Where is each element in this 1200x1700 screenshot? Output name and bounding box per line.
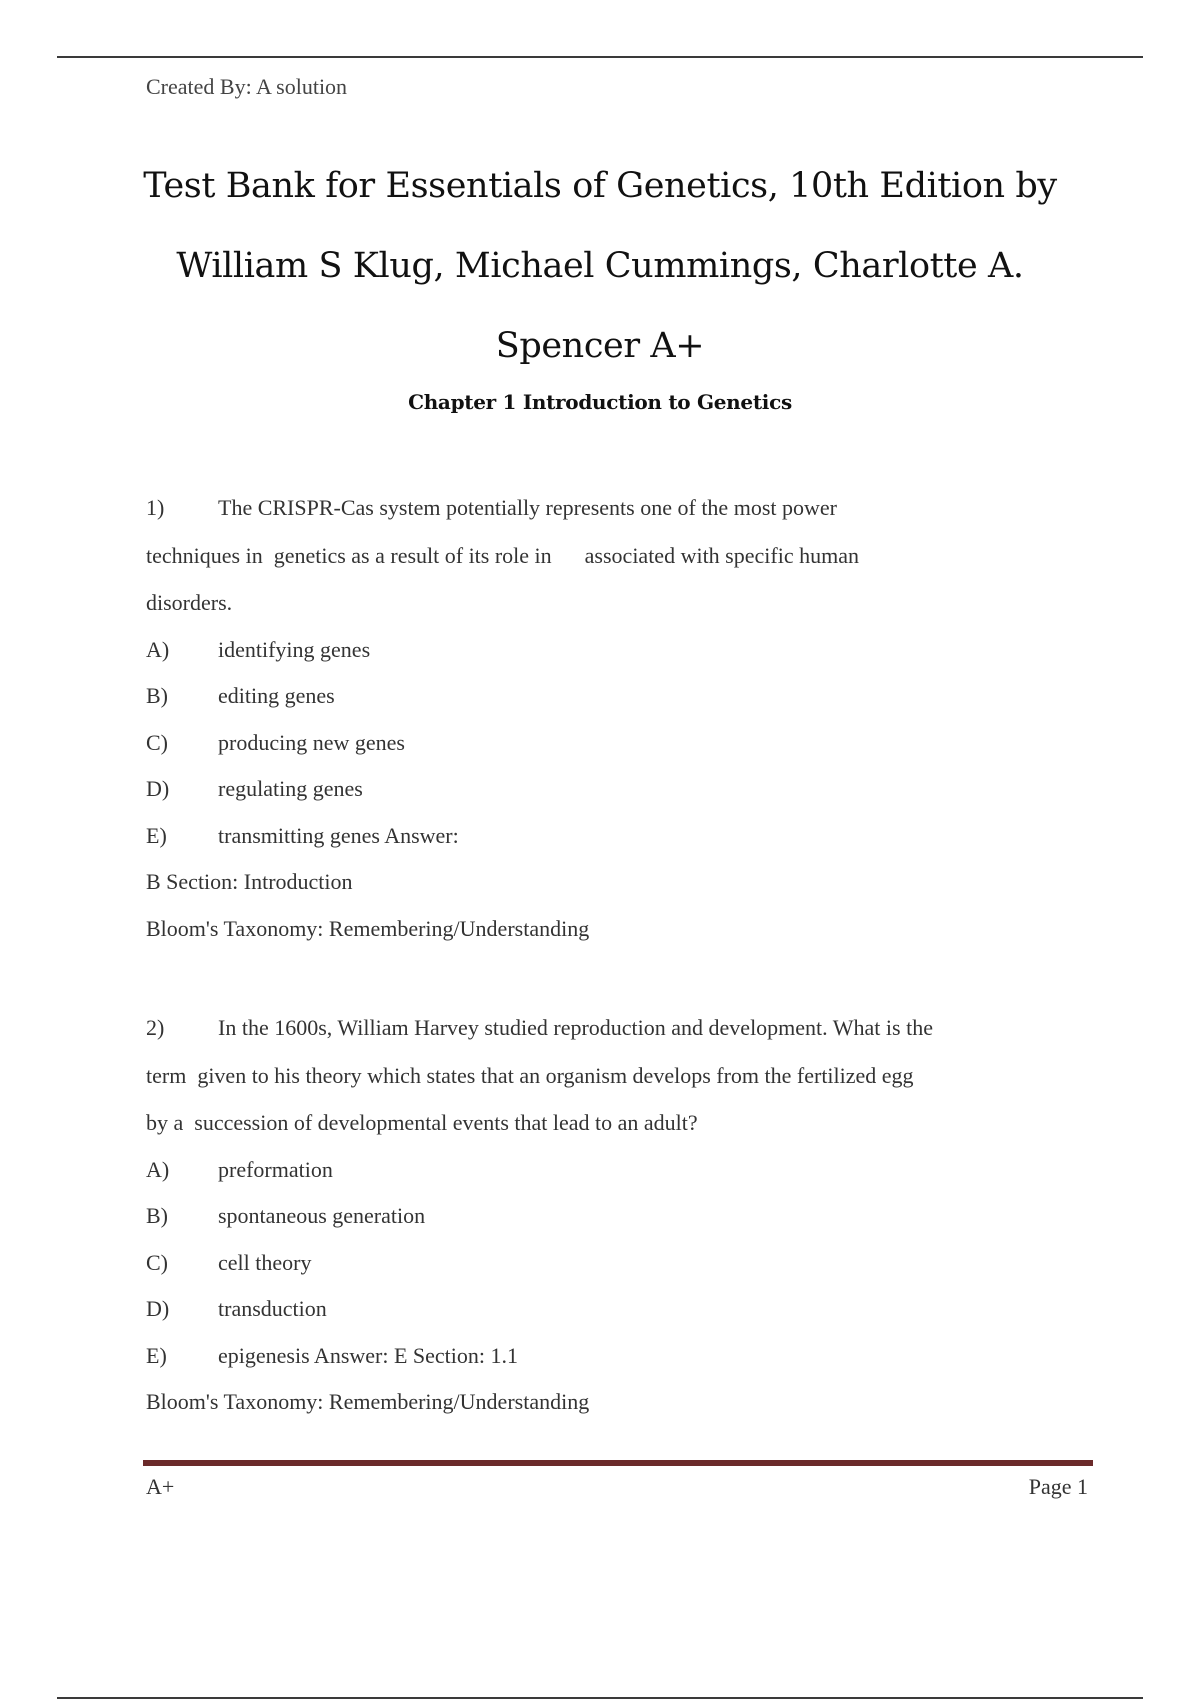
- option-letter: A): [146, 636, 170, 662]
- answer-option-e: [146, 1333, 1106, 1380]
- option-text: identifying genes: [218, 636, 371, 662]
- answer-option-d: [146, 1286, 1106, 1333]
- answer-option-a: [146, 627, 1106, 674]
- question-stem-line: term given to his theory which states that an organism develops from the fertilized egg: [146, 1062, 914, 1088]
- question-number: 2): [146, 1015, 165, 1040]
- blooms-taxonomy: Bloom's Taxonomy: Remembering/Understanding: [146, 915, 590, 941]
- question-2: [146, 1004, 1106, 1426]
- answer-option-e: [146, 813, 1106, 860]
- question-stem: [146, 1004, 1106, 1052]
- title-line-2: William S Klug, Michael Cummings, Charlotte A.: [176, 246, 1024, 286]
- question-stem: [146, 484, 1106, 532]
- option-letter: C): [146, 729, 168, 755]
- answer-option-c: [146, 1240, 1106, 1287]
- option-text: transmitting genes Answer:: [218, 822, 459, 848]
- answer-section: B Section: Introduction: [146, 869, 353, 894]
- option-text: producing new genes: [218, 729, 405, 755]
- option-letter: D): [146, 776, 170, 801]
- document-title: [100, 146, 1100, 386]
- title-line-3: Spencer A+: [495, 326, 705, 366]
- answer-option-d: [146, 766, 1106, 813]
- option-letter: E): [146, 822, 167, 848]
- footer-rule: [143, 1460, 1093, 1466]
- option-letter: A): [146, 1156, 170, 1182]
- question-1: [146, 484, 1106, 952]
- created-by-header: Created By: A solution: [146, 74, 348, 99]
- answer-option-a: [146, 1147, 1106, 1194]
- question-stem-line: In the 1600s, William Harvey studied reproduction and development. What is the: [218, 1015, 933, 1040]
- option-text: cell theory: [218, 1249, 312, 1275]
- bottom-rule: [57, 1697, 1143, 1699]
- answer-option-c: [146, 720, 1106, 767]
- question-stem-line: disorders.: [146, 590, 233, 615]
- question-stem-line: techniques in genetics as a result of its role in associated with specific human: [146, 542, 859, 568]
- question-number: 1): [146, 495, 165, 520]
- option-text: preformation: [218, 1156, 333, 1182]
- footer-grade: A+: [146, 1474, 175, 1499]
- question-stem-line: The CRISPR-Cas system potentially represents one of the most power: [218, 495, 837, 520]
- option-letter: C): [146, 1249, 168, 1275]
- option-text: spontaneous generation: [218, 1203, 426, 1228]
- option-letter: E): [146, 1342, 167, 1368]
- answer-option-b: [146, 673, 1106, 720]
- option-text: regulating genes: [218, 776, 363, 801]
- option-letter: B): [146, 683, 168, 708]
- blooms-taxonomy: Bloom's Taxonomy: Remembering/Understanding: [146, 1389, 590, 1414]
- option-letter: D): [146, 1296, 170, 1321]
- top-rule: [57, 56, 1143, 58]
- answer-option-b: [146, 1193, 1106, 1240]
- title-line-1: Test Bank for Essentials of Genetics, 10th Edition by: [143, 166, 1057, 206]
- question-stem-line: by a succession of developmental events that lead to an adult?: [146, 1110, 698, 1135]
- option-letter: B): [146, 1203, 168, 1228]
- option-text: editing genes: [218, 683, 335, 708]
- page-number: Page 1: [1028, 1474, 1088, 1499]
- option-text: epigenesis Answer: E Section: 1.1: [218, 1342, 519, 1368]
- option-text: transduction: [218, 1296, 327, 1321]
- chapter-heading: Chapter 1 Introduction to Genetics: [408, 390, 792, 414]
